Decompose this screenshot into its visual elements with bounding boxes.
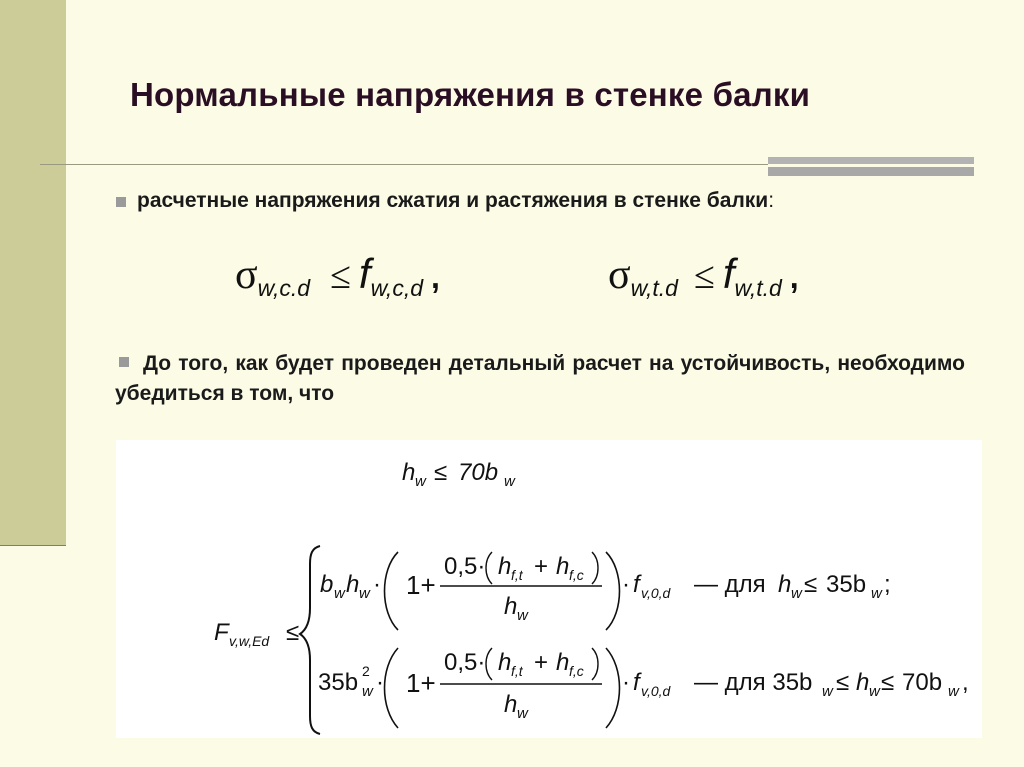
row1-num-rparen: [592, 552, 598, 584]
row1-num-h2-sub: f,c: [569, 567, 584, 583]
row2-coeff-sub: w: [362, 683, 373, 700]
c1-h: h: [402, 459, 416, 486]
row2-cond-prefix: — для 35b: [694, 669, 813, 696]
bullet1-text: расчетные напряжения сжатия и растяжения в стенке балки: [137, 189, 769, 212]
row2-cond-rhs: 70b: [902, 669, 943, 696]
row2-right-paren: [606, 648, 620, 728]
row2-cond-h-sub: w: [869, 683, 880, 700]
row1-num-plus: +: [534, 553, 549, 580]
f-subscript: w,c,d: [370, 275, 424, 301]
sigma-subscript: w,t.d: [630, 275, 678, 301]
formula-compression: [235, 250, 440, 299]
F-subscript: v,w,Ed: [229, 633, 270, 649]
sigma-subscript: w,c.d: [257, 275, 311, 301]
row1-cond-end: ;: [884, 571, 891, 598]
row2-num-h2-sub: f,c: [569, 663, 584, 679]
row2-dot: ·: [376, 669, 384, 696]
row2-fv-sub: v,0,d: [641, 683, 671, 699]
F-leq: ≤: [286, 619, 300, 646]
row1-num-lparen: [486, 552, 492, 584]
row2-den-h: h: [504, 691, 518, 718]
row1-b: b: [320, 571, 334, 598]
formula-tension: [608, 250, 799, 299]
row2-num-rparen: [592, 648, 598, 680]
f-subscript: w,t.d: [734, 275, 782, 301]
case-row-1: [320, 552, 891, 630]
row1-num-h2: h: [556, 553, 570, 580]
leq-symbol: ≤: [693, 255, 715, 297]
row2-coeff-sup: 2: [362, 663, 370, 679]
row1-cond-rhs-sub: w: [871, 585, 882, 602]
row1-den-h: h: [504, 593, 518, 620]
row1-dot2: ·: [622, 571, 630, 598]
left-accent-bar: [0, 0, 66, 546]
conditions-formula: [116, 440, 982, 738]
bullet1-colon: :: [768, 189, 775, 212]
f-symbol: f: [358, 250, 371, 297]
case-row-2: [318, 648, 969, 728]
row2-num-h1: h: [498, 649, 512, 676]
row1-fv: f: [633, 571, 640, 598]
row2-one-plus: 1+: [406, 668, 436, 698]
title-divider-accent: [768, 157, 974, 176]
row2-cond-end: ,: [962, 669, 969, 696]
F-symbol: F: [214, 619, 229, 646]
row1-cond-rhs: 35b: [826, 571, 867, 598]
row2-num-plus: +: [534, 649, 549, 676]
row2-num-coef: 0,5·: [444, 649, 486, 676]
sigma-symbol: σ: [235, 252, 258, 298]
row2-cond-leq2: ≤: [881, 669, 895, 696]
row1-num-h1: h: [498, 553, 512, 580]
row2-den-sub: w: [517, 705, 528, 722]
row1-right-paren: [606, 552, 620, 630]
stress-formulas: [230, 242, 950, 312]
row1-cond-leq: ≤: [804, 571, 818, 598]
row1-cond-h: h: [778, 571, 792, 598]
row1-cond-prefix: — для: [694, 571, 766, 598]
shear-force-lhs: [214, 619, 299, 649]
row1-cond-h-sub: w: [791, 585, 802, 602]
formula-comma: ,: [431, 259, 440, 295]
c1-h-sub: w: [415, 473, 426, 490]
row1-num-coef: 0,5·: [444, 553, 486, 580]
c1-leq: ≤: [434, 459, 448, 486]
row2-cond-h: h: [856, 669, 870, 696]
row2-num-h1-sub: f,t: [511, 663, 523, 679]
row1-b-sub: w: [334, 585, 345, 602]
row1-left-paren: [385, 552, 399, 630]
condition-web-height: [402, 459, 516, 490]
bullet-text-stresses: [115, 186, 965, 216]
f-symbol: f: [722, 250, 735, 297]
row2-num-h2: h: [556, 649, 570, 676]
row1-h: h: [346, 571, 360, 598]
row1-one-plus: 1+: [406, 570, 436, 600]
row2-coeff: 35b: [318, 669, 359, 696]
c1-rhs-sub: w: [504, 473, 515, 490]
row1-den-sub: w: [517, 607, 528, 624]
row2-num-lparen: [486, 648, 492, 680]
formula-comma: ,: [789, 259, 799, 295]
leq-symbol: ≤: [330, 255, 351, 297]
row1-num-h1-sub: f,t: [511, 567, 523, 583]
slide-title: Нормальные напряжения в стенке балки: [130, 76, 811, 113]
conditions-formula-panel: [116, 440, 982, 738]
row2-cond-rhs-sub: w: [948, 683, 959, 700]
row2-fv: f: [633, 669, 640, 696]
c1-rhs: 70b: [458, 459, 499, 486]
row2-cond-leq1: ≤: [836, 669, 850, 696]
sigma-symbol: σ: [608, 252, 631, 298]
bullet-text-stability: До того, как будет проведен детальный расчет на устойчивость, необходимо убедиться в том, что: [115, 352, 965, 405]
row2-left-paren: [385, 648, 399, 728]
row1-dot: ·: [373, 571, 381, 598]
left-brace: [300, 546, 320, 734]
row2-cond-prefix-sub: w: [822, 683, 833, 700]
row2-dot2: ·: [622, 669, 630, 696]
row1-h-sub: w: [359, 585, 370, 602]
row1-fv-sub: v,0,d: [641, 585, 671, 601]
left-accent-underline: [0, 545, 66, 546]
